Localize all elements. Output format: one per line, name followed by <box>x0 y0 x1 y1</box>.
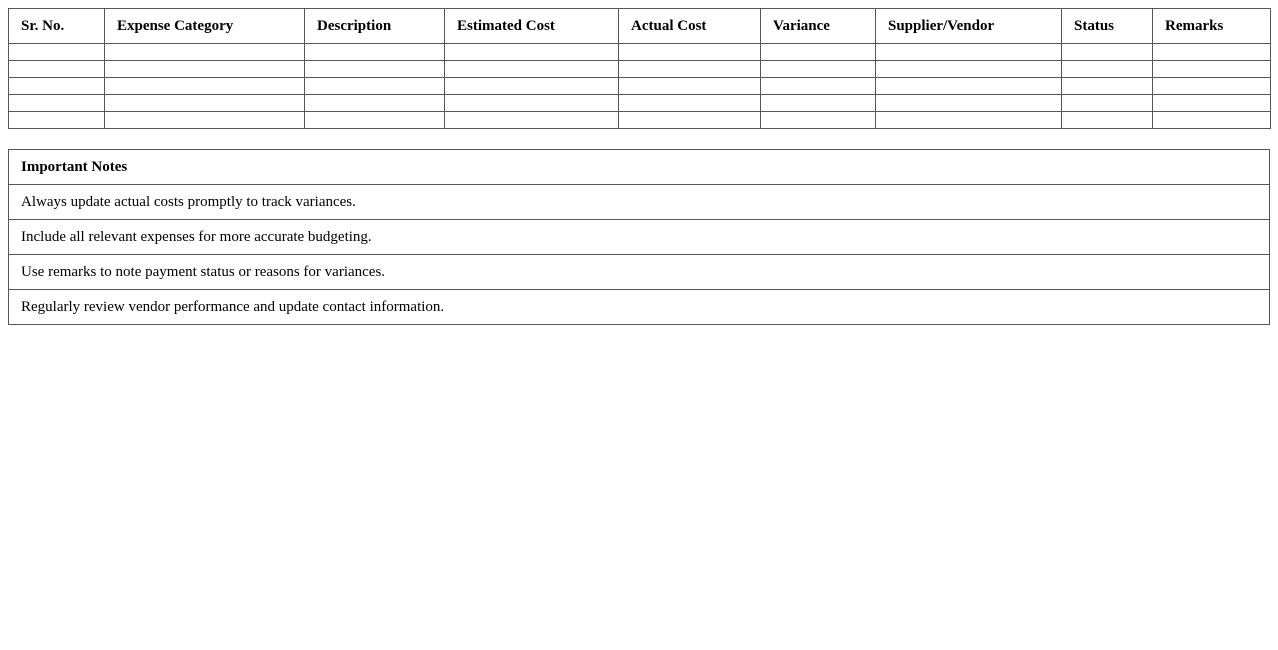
table-cell[interactable] <box>761 112 876 129</box>
header-supplier-vendor: Supplier/Vendor <box>876 9 1062 44</box>
header-actual-cost: Actual Cost <box>619 9 761 44</box>
notes-title: Important Notes <box>9 150 1270 185</box>
table-cell[interactable] <box>9 61 105 78</box>
table-cell[interactable] <box>9 95 105 112</box>
table-cell[interactable] <box>105 95 305 112</box>
table-cell[interactable] <box>445 112 619 129</box>
table-cell[interactable] <box>619 95 761 112</box>
document <box>8 8 1270 325</box>
table-cell[interactable] <box>445 61 619 78</box>
table-cell[interactable] <box>305 95 445 112</box>
table-cell[interactable] <box>1062 61 1153 78</box>
table-cell[interactable] <box>1153 44 1271 61</box>
table-cell[interactable] <box>9 78 105 95</box>
table-cell[interactable] <box>761 61 876 78</box>
table-cell[interactable] <box>445 78 619 95</box>
note-text: Regularly review vendor performance and update contact information. <box>9 290 1270 325</box>
table-cell[interactable] <box>876 44 1062 61</box>
header-expense-category: Expense Category <box>105 9 305 44</box>
table-cell[interactable] <box>1153 61 1271 78</box>
note-row <box>9 185 1270 220</box>
table-cell[interactable] <box>305 61 445 78</box>
table-cell[interactable] <box>876 112 1062 129</box>
important-notes-table <box>8 149 1270 325</box>
header-status: Status <box>1062 9 1153 44</box>
table-cell[interactable] <box>1153 112 1271 129</box>
table-row <box>9 78 1271 95</box>
table-row <box>9 95 1271 112</box>
table-cell[interactable] <box>105 78 305 95</box>
table-cell[interactable] <box>1062 112 1153 129</box>
table-cell[interactable] <box>305 44 445 61</box>
table-cell[interactable] <box>619 61 761 78</box>
notes-header-row <box>9 150 1270 185</box>
table-cell[interactable] <box>619 112 761 129</box>
note-row <box>9 255 1270 290</box>
note-text: Always update actual costs promptly to track variances. <box>9 185 1270 220</box>
table-cell[interactable] <box>445 44 619 61</box>
table-cell[interactable] <box>305 112 445 129</box>
table-cell[interactable] <box>761 44 876 61</box>
header-description: Description <box>305 9 445 44</box>
note-text: Include all relevant expenses for more accurate budgeting. <box>9 220 1270 255</box>
table-cell[interactable] <box>619 78 761 95</box>
table-cell[interactable] <box>1062 44 1153 61</box>
table-cell[interactable] <box>1062 95 1153 112</box>
table-cell[interactable] <box>761 78 876 95</box>
table-cell[interactable] <box>305 78 445 95</box>
header-variance: Variance <box>761 9 876 44</box>
table-cell[interactable] <box>1062 78 1153 95</box>
note-row <box>9 220 1270 255</box>
expense-table-body <box>9 44 1271 129</box>
expense-table <box>8 8 1271 129</box>
table-row <box>9 112 1271 129</box>
table-cell[interactable] <box>876 95 1062 112</box>
table-cell[interactable] <box>619 44 761 61</box>
header-sr-no: Sr. No. <box>9 9 105 44</box>
note-text: Use remarks to note payment status or reasons for variances. <box>9 255 1270 290</box>
table-cell[interactable] <box>1153 95 1271 112</box>
table-row <box>9 61 1271 78</box>
table-cell[interactable] <box>105 61 305 78</box>
table-cell[interactable] <box>9 112 105 129</box>
table-row <box>9 44 1271 61</box>
table-cell[interactable] <box>1153 78 1271 95</box>
header-estimated-cost: Estimated Cost <box>445 9 619 44</box>
table-cell[interactable] <box>9 44 105 61</box>
table-cell[interactable] <box>761 95 876 112</box>
header-row <box>9 9 1271 44</box>
table-cell[interactable] <box>876 61 1062 78</box>
table-cell[interactable] <box>876 78 1062 95</box>
table-cell[interactable] <box>105 44 305 61</box>
table-cell[interactable] <box>105 112 305 129</box>
table-cell[interactable] <box>445 95 619 112</box>
note-row <box>9 290 1270 325</box>
header-remarks: Remarks <box>1153 9 1271 44</box>
